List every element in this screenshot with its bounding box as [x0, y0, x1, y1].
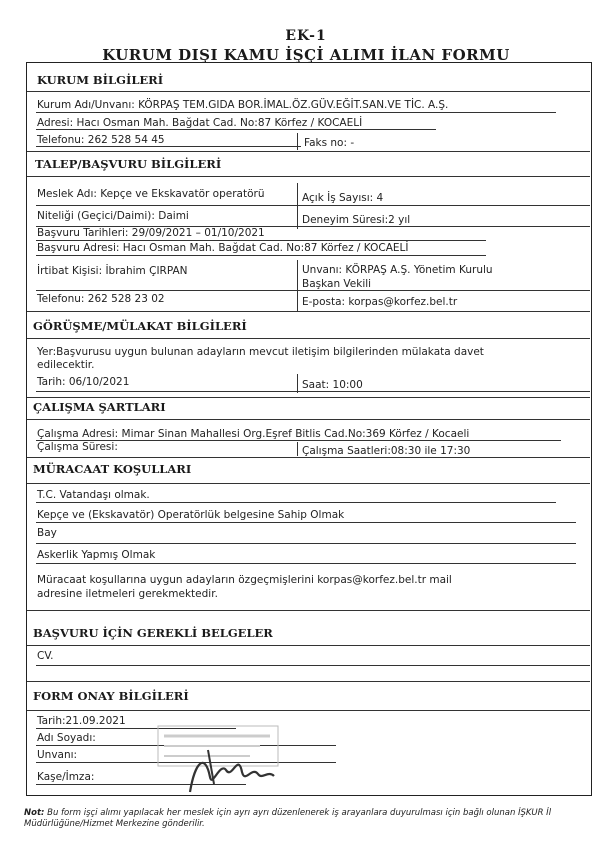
- onay-kase-imza: Kaşe/İmza:: [37, 771, 95, 783]
- gorusme-saat: Saat: 10:00: [302, 379, 363, 391]
- form-title: KURUM DIŞI KAMU İŞÇİ ALIMI İLAN FORMU: [102, 46, 510, 64]
- belgeler-item: CV.: [37, 650, 54, 662]
- annex-label: EK-1: [285, 28, 327, 44]
- onay-tarih: Tarih:21.09.2021: [37, 715, 126, 727]
- muracaat-item: Askerlik Yapmış Olmak: [37, 549, 156, 561]
- calisma-adres: Çalışma Adresi: Mimar Sinan Mahallesi Org.Eşref Bitlis Cad.No:369 Körfez / Kocaeli: [37, 428, 470, 440]
- section-calisma-heading: ÇALIŞMA ŞARTLARI: [33, 400, 166, 414]
- gorusme-yer-line2: edilecektir.: [37, 359, 95, 371]
- section-belgeler-heading: BAŞVURU İÇİN GEREKLİ BELGELER: [33, 626, 273, 640]
- talep-acik: Açık İş Sayısı: 4: [302, 192, 384, 204]
- section-muracaat-heading: MÜRACAAT KOŞULLARI: [33, 462, 192, 476]
- kurum-fax: Faks no: -: [304, 137, 355, 149]
- section-talep-heading: TALEP/BAŞVURU BİLGİLERİ: [35, 157, 222, 171]
- muracaat-item: T.C. Vatandaşı olmak.: [37, 489, 150, 501]
- onay-adsoyad: Adı Soyadı:: [37, 732, 96, 744]
- calisma-sure: Çalışma Süresi:: [37, 441, 118, 453]
- muracaat-info-line1: Müracaat koşullarına uygun adayların özgeçmişlerini korpas@korfez.bel.tr mail: [37, 574, 452, 586]
- talep-deneyim: Deneyim Süresi:2 yıl: [302, 214, 411, 226]
- section-onay-heading: FORM ONAY BİLGİLERİ: [33, 689, 189, 703]
- talep-nitelik: Niteliği (Geçici/Daimi): Daimi: [37, 210, 189, 222]
- calisma-saat: Çalışma Saatleri:08:30 ile 17:30: [302, 445, 471, 457]
- muracaat-item: Kepçe ve (Ekskavatör) Operatörlük belgesine Sahip Olmak: [37, 509, 345, 521]
- talep-irtibat: İrtibat Kişisi: İbrahim ÇIRPAN: [37, 265, 188, 277]
- talep-eposta: E-posta: korpas@korfez.bel.tr: [302, 296, 458, 308]
- gorusme-yer-line1: Yer:Başvurusu uygun bulunan adayların mevcut iletişim bilgilerinden mülakata davet: [37, 346, 484, 358]
- kurum-name: Kurum Adı/Unvanı: KÖRPAŞ TEM.GIDA BOR.İMAL.ÖZ.GÜV.EĞİT.SAN.VE TİC. A.Ş.: [37, 99, 449, 111]
- kurum-address: Adresi: Hacı Osman Mah. Bağdat Cad. No:87 Körfez / KOCAELİ: [37, 117, 363, 129]
- talep-telefon: Telefonu: 262 528 23 02: [37, 293, 165, 305]
- gorusme-tarih: Tarih: 06/10/2021: [37, 376, 130, 388]
- section-kurum-heading: KURUM BİLGİLERİ: [37, 73, 164, 87]
- talep-tarih: Başvuru Tarihleri: 29/09/2021 – 01/10/2021: [37, 227, 265, 239]
- talep-unvan-2: Başkan Vekili: [302, 278, 372, 290]
- talep-unvan-1: Unvanı: KÖRPAŞ A.Ş. Yönetim Kurulu: [302, 264, 493, 276]
- talep-meslek: Meslek Adı: Kepçe ve Ekskavatör operatörü: [37, 188, 265, 200]
- stamp-signature: [150, 722, 330, 794]
- kurum-phone: Telefonu: 262 528 54 45: [37, 134, 165, 146]
- footnote-label: Not:: [24, 808, 45, 818]
- footnote: [24, 808, 594, 830]
- footnote-text: Bu form işçi alımı yapılacak her meslek için ayrı ayrı düzenlenerek iş arayanlara duyurulması için bağlı olunan İŞKUR İl Müdürlüğüne/Hizmet Merkezine gönderilir.: [24, 808, 552, 829]
- muracaat-item: Bay: [37, 527, 57, 539]
- muracaat-info-line2: adresine iletmeleri gerekmektedir.: [37, 588, 218, 600]
- section-gorusme-heading: GÖRÜŞME/MÜLAKAT BİLGİLERİ: [33, 319, 247, 333]
- talep-adres: Başvuru Adresi: Hacı Osman Mah. Bağdat Cad. No:87 Körfez / KOCAELİ: [37, 242, 409, 254]
- onay-unvan: Unvanı:: [37, 749, 78, 761]
